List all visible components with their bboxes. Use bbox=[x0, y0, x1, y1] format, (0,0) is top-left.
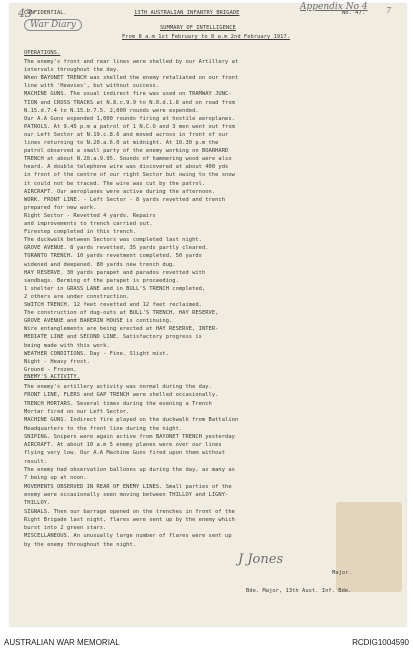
signatory-office: Bde. Major, 13th Aust. Inf. Bde. bbox=[246, 588, 352, 594]
text-line: our Left Sector at N.19.c.8.6 and moved across in front of our bbox=[24, 131, 229, 138]
text-line: The duckwalk between Sectors was completed last night. bbox=[24, 237, 202, 244]
text-line: enemy were occasionally seen moving between THILLOY and LIGNY- bbox=[24, 491, 229, 498]
text-line: MEDIATE LINE and SECOND LINE. Satisfactory progress is bbox=[24, 334, 202, 341]
text-line: sandbags. Berming of the parapet is proceeding. bbox=[24, 277, 179, 284]
appendix-number: 4 bbox=[361, 2, 368, 12]
text-line: 7 being up at noon. bbox=[24, 475, 87, 482]
text-line: patrol observed a small party of the enemy working on BOARHARD bbox=[24, 148, 229, 155]
text-line: Our A.A Guns expended 1,000 rounds firing at hostile aeroplanes. bbox=[24, 115, 235, 122]
text-line: The enemy had observation balloons up during the day, as many as bbox=[24, 467, 235, 473]
text-line: Headquarters to the front line during the night. bbox=[24, 425, 183, 432]
text-line: The enemy's artillery activity was normal during the day. bbox=[24, 384, 212, 390]
text-line: result. bbox=[24, 458, 48, 465]
text-line: being made with this work. bbox=[24, 342, 110, 349]
text-line: MACHINE GUNS. Indirect fire played on the duckwalk from Battalion bbox=[24, 417, 239, 424]
text-line: PATROLS. At 9.45 p.m a patrol of 1 N.C.O and 3 men went out from bbox=[24, 123, 235, 130]
text-line: TION and CROSS TRACKS at N.8.c.9.9 to N.8.d.1.8 and on road from bbox=[24, 99, 235, 106]
unit-name: 13TH AUSTRALIAN INFANTRY BRIGADE bbox=[134, 10, 240, 16]
text-line: Wire entanglements are being erected at HAY RESERVE, INTER- bbox=[24, 326, 219, 333]
text-line: N.15.d.7.4 to N.15.b.7.5. 2,000 rounds were expended. bbox=[24, 107, 199, 114]
operations-heading: OPERATIONS. bbox=[24, 50, 61, 56]
text-line: GROVE AVENUE and BAKERIN HOUSE is continuing. bbox=[24, 318, 173, 325]
text-line: SWITCH TRENCH. 12 feet revetted and 12 feet reclaimed. bbox=[24, 302, 202, 308]
paper-stain bbox=[336, 502, 402, 592]
text-line: FRONT LINE, FLERS and GAP TRENCH were shelled occasionally. bbox=[24, 392, 219, 399]
text-line: flying very low. Our A.A Machine Guns fired upon them without bbox=[24, 450, 226, 457]
text-line: MISCELLANEOUS. An unusually large number of flares were sent up bbox=[24, 533, 232, 540]
text-line: Right Sector - Revetted 4 yards. Repairs bbox=[24, 212, 156, 219]
text-line: The construction of dug-outs at BULL'S TRENCH, HAY RESERVE, bbox=[24, 310, 219, 317]
text-line: SIGNALS. Then our barrage opened on the trenches in front of the bbox=[24, 508, 235, 515]
pencil-page-number: 43 bbox=[18, 7, 32, 20]
text-line: heard. A double telephone wire was discovered at about 400 yds bbox=[24, 164, 229, 171]
text-line: AIRCRAFT. Our aeroplanes were active during the afternoon. bbox=[24, 188, 216, 195]
text-line: 2 others are under construction. bbox=[24, 293, 130, 300]
text-line: 1 shelter in GRASS LANE and in BULL'S TRENCH completed, bbox=[24, 285, 206, 292]
text-line: TRENCH MORTARS. Several times during the evening a Trench bbox=[24, 400, 212, 407]
archive-name: AUSTRALIAN WAR MEMORIAL bbox=[4, 638, 120, 647]
text-line: SNIPING. Snipers were again active from BAYONET TRENCH yesterday bbox=[24, 433, 235, 440]
document-page bbox=[10, 4, 406, 626]
text-line: by the enemy throughout the night. bbox=[24, 541, 137, 548]
report-number: No. 47. bbox=[342, 10, 366, 16]
archive-footer bbox=[0, 630, 413, 654]
page-number: 7 bbox=[386, 6, 392, 15]
summary-title: SUMMARY OF INTELLIGENCE bbox=[160, 25, 236, 31]
war-diary-annotation: War Diary bbox=[24, 19, 82, 31]
text-line: widened and deepened. 80 yards new trench dug. bbox=[24, 261, 176, 268]
text-line: Mortar fired on our Left Sector. bbox=[24, 408, 130, 415]
text-line: in front of the centre of our right Sector but owing to the snow bbox=[24, 172, 235, 179]
text-line: prepared for new work. bbox=[24, 204, 97, 211]
text-line: Ground - Frozen. bbox=[24, 366, 77, 373]
text-line: GROVE AVENUE. 8 yards revetted, 35 yards partly cleared. bbox=[24, 245, 209, 252]
text-line: TORANTO TRENCH. 10 yards revetment completed. 50 yards bbox=[24, 253, 202, 260]
text-line: MACHINE GUNS. The usual indirect fire was used on TRAMWAY JUNC- bbox=[24, 91, 232, 98]
archive-reference: RCDIG1004590 bbox=[352, 638, 409, 647]
text-line: TRENCH at about N.20.a.9.95. Sounds of hammering wood were also bbox=[24, 156, 232, 163]
text-line: Firestep completed in this trench. bbox=[24, 229, 137, 236]
text-line: intervals throughout the day. bbox=[24, 67, 120, 74]
text-line: line with 'Heavies', but without success. bbox=[24, 83, 160, 90]
text-line: MOVEMENTS OBSERVED IN REAR OF ENEMY LINES. Small parties of the bbox=[24, 483, 232, 490]
text-line: HAY RESERVE. 30 yards parapet and parados revetted with bbox=[24, 269, 206, 276]
report-period: From 8 a.m 1st February to 8 a.m 2nd February 1917. bbox=[122, 34, 291, 40]
text-line: Right Brigade last night, flares were sent up by the enemy which bbox=[24, 516, 235, 523]
text-line: When BAYONET TRENCH was shelled the enemy retaliated on our front bbox=[24, 75, 239, 82]
appendix-label: Appendix No bbox=[300, 2, 360, 12]
text-line: THILLOY. bbox=[24, 500, 51, 507]
text-line: lines returning to N.20.a.6.0 at midnight. At 10.30 p.m the bbox=[24, 140, 219, 146]
classification: CONFIDENTIAL. bbox=[24, 10, 67, 16]
text-line: Night - Heavy frost. bbox=[24, 358, 90, 365]
text-line: burst into 2 green stars. bbox=[24, 525, 107, 532]
text-line: and improvements to trench carried out. bbox=[24, 221, 153, 227]
text-line: WEATHER CONDITIONS. Day - Fine. Slight mist. bbox=[24, 350, 169, 357]
enemy-activity-heading: ENEMY'S ACTIVITY. bbox=[24, 374, 81, 380]
text-line: The enemy's front and rear lines were shelled by our Artillery at bbox=[24, 59, 239, 65]
signatory-rank: Major. bbox=[332, 570, 352, 576]
text-line: WORK. FRONT LINE. - Left Sector - 8 yards revetted and trench bbox=[24, 196, 226, 203]
text-line: AIRCRAFT. At about 10 a.m 5 enemy planes were over our lines bbox=[24, 442, 222, 449]
text-line: it could not be traced. The wire was cut by the patrol. bbox=[24, 180, 206, 187]
signature: J Jones bbox=[238, 552, 284, 567]
appendix-annotation bbox=[300, 2, 368, 12]
